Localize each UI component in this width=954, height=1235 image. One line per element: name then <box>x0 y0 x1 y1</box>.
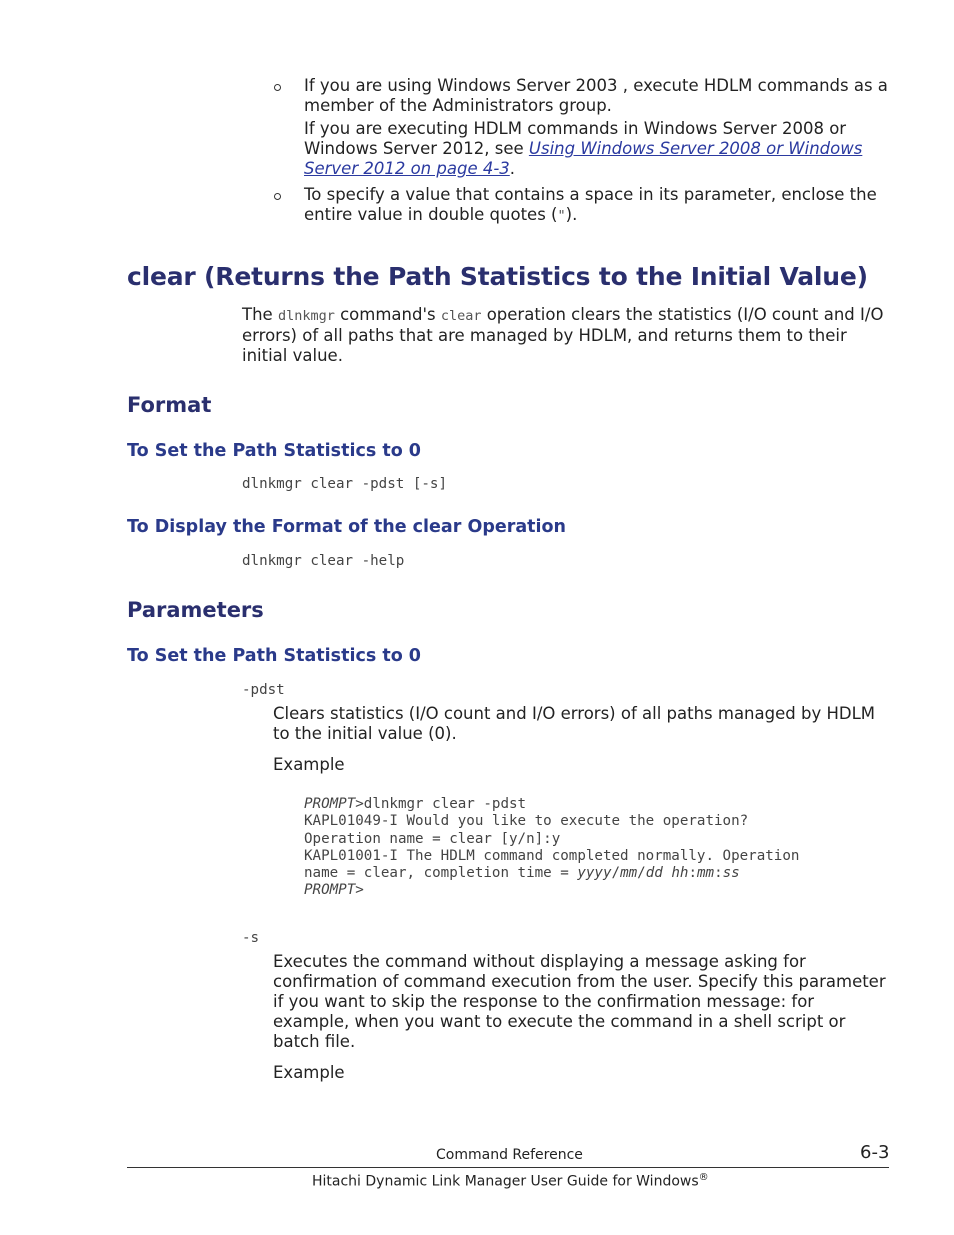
format-sub-heading-set: To Set the Path Statistics to 0 <box>127 441 421 461</box>
bullet-item-admin <box>304 76 894 116</box>
code-line: PROMPT>dlnkmgr clear -pdst <box>304 796 527 812</box>
bullet-text: To specify a value that contains a space in its parameter, enclose the entire value in double quotes ( <box>304 185 877 224</box>
code-line: KAPL01001-I The HDLM command completed normally. Operation <box>304 847 800 864</box>
code-line: PROMPT> <box>304 882 364 899</box>
format-code-set: dlnkmgr clear -pdst [-s] <box>242 476 447 492</box>
intro-code-dlnkmgr: dlnkmgr <box>277 308 335 324</box>
section-intro <box>242 305 892 366</box>
code-line: KAPL01049-I Would you like to execute the operation? <box>304 813 749 830</box>
footer-page-number: 6-3 <box>860 1142 890 1163</box>
intro-text: command's <box>334 305 441 324</box>
format-sub-heading-help: To Display the Format of the clear Operation <box>127 517 566 537</box>
parameters-sub-heading: To Set the Path Statistics to 0 <box>127 646 421 666</box>
example-code-block <box>304 796 799 900</box>
bullet-marker <box>274 193 281 200</box>
bullet-item-quotes <box>304 185 894 226</box>
continuation-text: If you are executing HDLM commands in Windows Server 2008 or Windows Server 2012, see <box>304 119 847 158</box>
intro-text: The <box>242 305 278 324</box>
param-pdst-name: -pdst <box>242 682 285 698</box>
footer-chapter: Command Reference <box>436 1147 583 1163</box>
intro-code-clear: clear <box>440 308 482 324</box>
parameters-heading: Parameters <box>127 598 264 622</box>
section-title: clear (Returns the Path Statistics to the Initial Value) <box>127 262 868 291</box>
double-quote-code: " <box>557 208 566 224</box>
bullet-text-end: ). <box>565 205 578 224</box>
param-s-description: Executes the command without displaying a message asking for confirmation of command execution from the user. Specify this parameter if you want to skip the response to the confirmation message: for example, when you want to execute the command in a shell script or batch file. <box>273 952 886 1051</box>
prompt-placeholder: PROMPT <box>304 882 356 899</box>
intro-text: operation clears the statistics (I/O count and I/O errors) of all paths that are managed by HDLM, and returns them to their initial value. <box>242 305 884 365</box>
prompt-placeholder: PROMPT <box>304 796 356 812</box>
cross-reference-link[interactable]: Using Windows Server 2008 or Windows Server 2012 on page 4-3 <box>304 139 863 178</box>
param-s-example-label: Example <box>273 1063 345 1082</box>
footer-rule <box>127 1167 889 1168</box>
param-pdst-description: Clears statistics (I/O count and I/O errors) of all paths managed by HDLM to the initial value (0). <box>273 704 875 743</box>
continuation-end: . <box>509 159 516 178</box>
format-code-help: dlnkmgr clear -help <box>242 553 405 569</box>
book-title-text: Hitachi Dynamic Link Manager User Guide for Windows <box>312 1173 699 1190</box>
format-heading: Format <box>127 393 212 417</box>
bullet-marker <box>274 84 281 91</box>
bullet-text: If you are using Windows Server 2003 , execute HDLM commands as a member of the Administrators group. <box>304 76 888 115</box>
code-line: name = clear, completion time = yyyy/mm/dd hh:mm:ss <box>304 865 740 882</box>
trademark-symbol: ® <box>698 1172 709 1183</box>
code-line: Operation name = clear [y/n]:y <box>304 830 561 847</box>
footer-book-title <box>312 1172 709 1190</box>
param-s-name: -s <box>242 930 260 946</box>
param-pdst-example-label: Example <box>273 755 345 774</box>
bullet-continuation <box>304 119 894 179</box>
